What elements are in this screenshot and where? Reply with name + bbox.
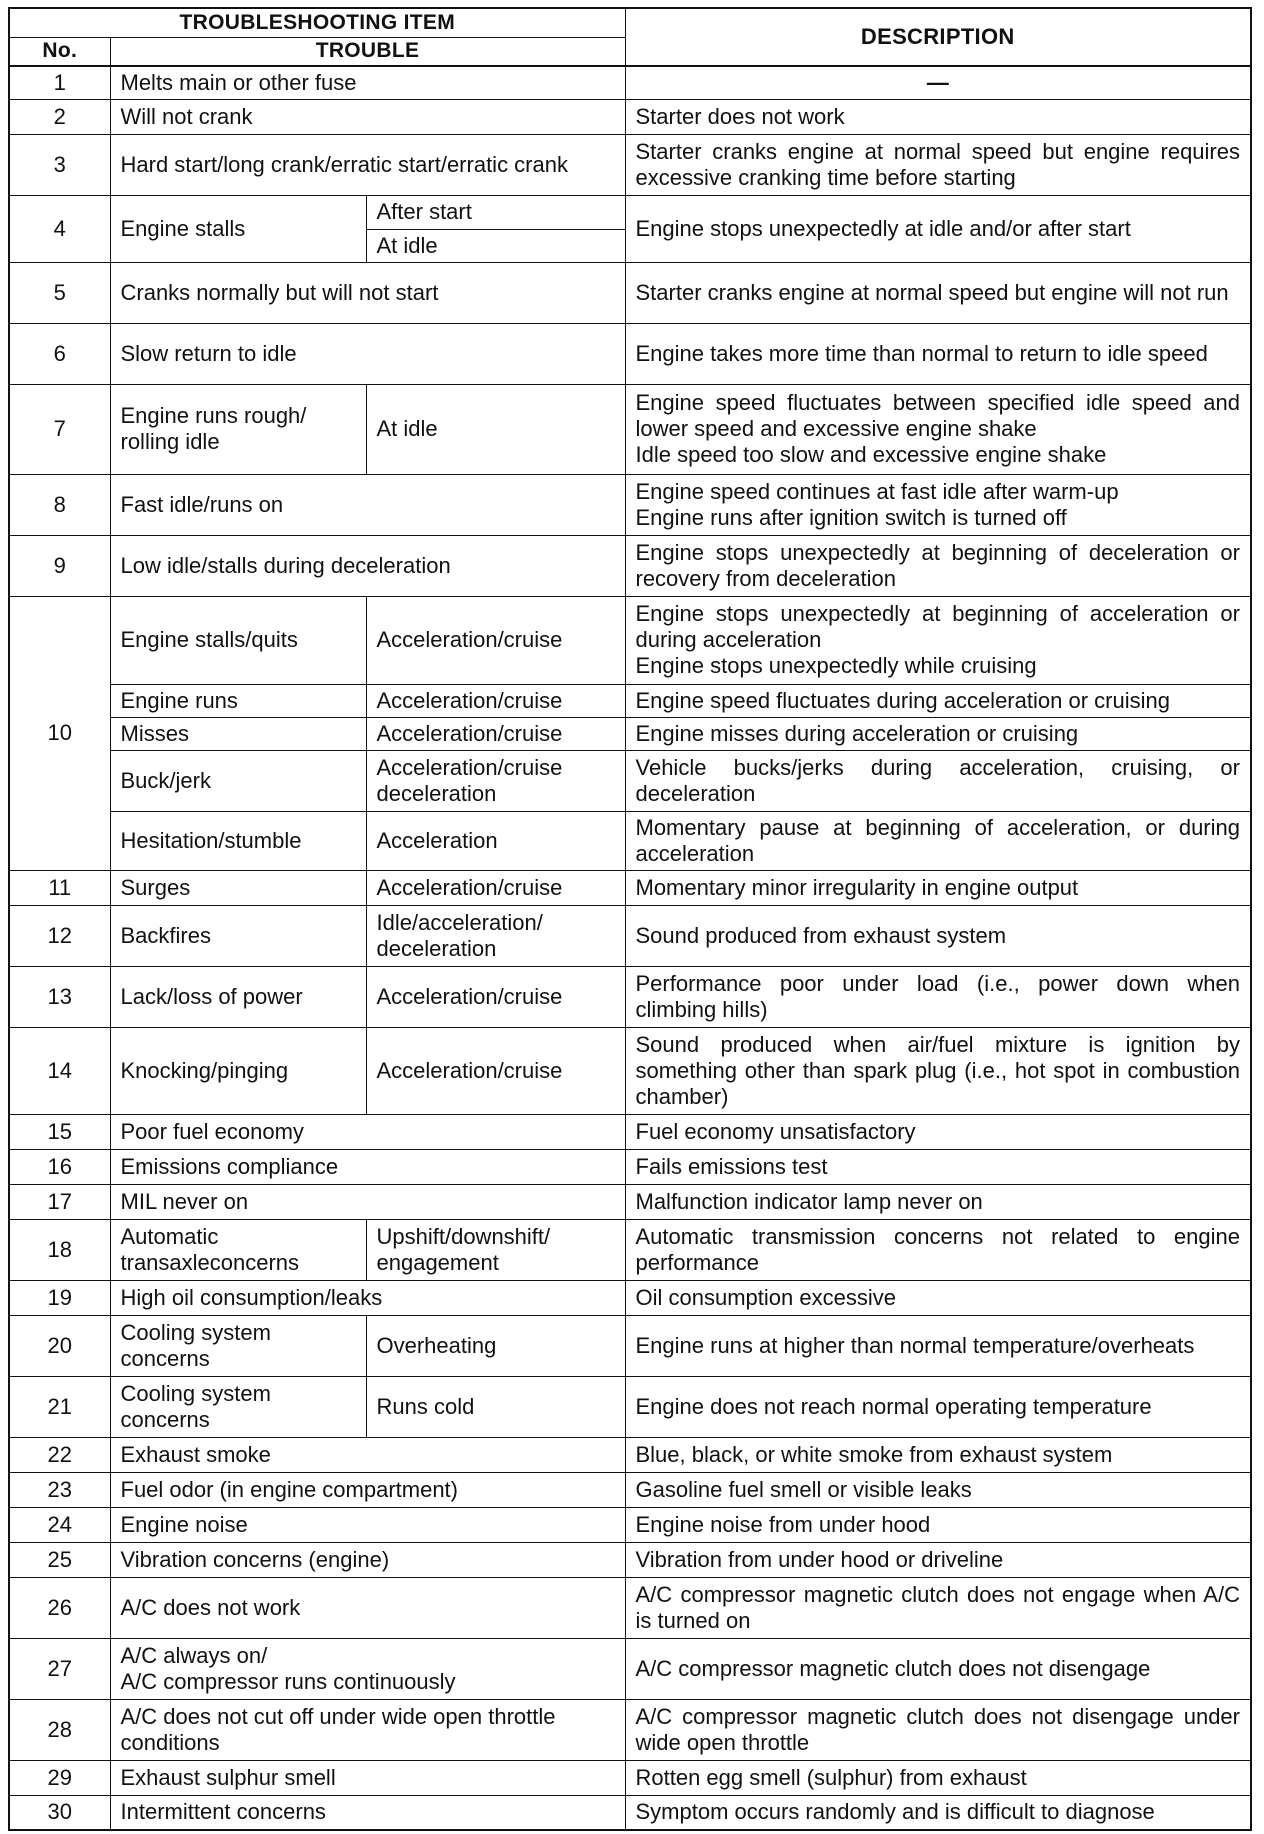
- condition-cell: Acceleration/cruise: [366, 596, 625, 684]
- trouble-cell: Cranks normally but will not start: [110, 262, 625, 323]
- row-number: 2: [9, 99, 110, 134]
- row-number: 9: [9, 535, 110, 596]
- row-number: 12: [9, 905, 110, 966]
- condition-cell: Acceleration/cruise: [366, 966, 625, 1027]
- condition-cell: Acceleration/cruise: [366, 717, 625, 750]
- table-row: [9, 66, 1251, 99]
- row-number: 8: [9, 474, 110, 535]
- row-number: 4: [9, 195, 110, 262]
- table-row: [9, 1114, 1251, 1149]
- description-cell: Malfunction indicator lamp never on: [625, 1184, 1251, 1219]
- table-row: [9, 905, 1251, 966]
- table-row: [9, 1507, 1251, 1542]
- trouble-cell: Knocking/pinging: [110, 1027, 366, 1114]
- description-cell: [625, 596, 1251, 684]
- row-number: 29: [9, 1760, 110, 1795]
- description-cell: Engine runs at higher than normal temperature/overheats: [625, 1315, 1251, 1376]
- table-row: [9, 966, 1251, 1027]
- row-number: 17: [9, 1184, 110, 1219]
- condition-cell: At idle: [366, 384, 625, 474]
- row-number: 26: [9, 1577, 110, 1638]
- row-number: 6: [9, 323, 110, 384]
- trouble-cell: Hesitation/stumble: [110, 811, 366, 870]
- trouble-cell: Exhaust smoke: [110, 1437, 625, 1472]
- table-row: [9, 1149, 1251, 1184]
- troubleshooting-item-header: TROUBLESHOOTING ITEM: [9, 8, 625, 37]
- description-header: DESCRIPTION: [625, 8, 1251, 66]
- trouble-cell: Intermittent concerns: [110, 1795, 625, 1830]
- row-number: 27: [9, 1638, 110, 1699]
- description-cell: Sound produced when air/fuel mixture is ignition by something other than spark plug (i.e., hot spot in combustion chamber): [625, 1027, 1251, 1114]
- table-row: [9, 195, 1251, 229]
- trouble-cell: Hard start/long crank/erratic start/erratic crank: [110, 134, 625, 195]
- description-cell: A/C compressor magnetic clutch does not disengage: [625, 1638, 1251, 1699]
- description-cell: Performance poor under load (i.e., power down when climbing hills): [625, 966, 1251, 1027]
- table-row: [9, 134, 1251, 195]
- trouble-line: A/C compressor runs continuously: [120, 1668, 456, 1694]
- condition-cell: Acceleration: [366, 811, 625, 870]
- description-cell: Engine stops unexpectedly at idle and/or after start: [625, 195, 1251, 262]
- description-cell: Rotten egg smell (sulphur) from exhaust: [625, 1760, 1251, 1795]
- trouble-cell: Engine noise: [110, 1507, 625, 1542]
- row-number: 18: [9, 1219, 110, 1280]
- description-cell: Engine speed fluctuates during acceleration or cruising: [625, 684, 1251, 717]
- trouble-cell: Engine runs rough/ rolling idle: [110, 384, 366, 474]
- condition-cell: Runs cold: [366, 1376, 625, 1437]
- table-row: [9, 1795, 1251, 1830]
- description-cell: [625, 66, 1251, 99]
- description-cell: Sound produced from exhaust system: [625, 905, 1251, 966]
- trouble-cell: High oil consumption/leaks: [110, 1280, 625, 1315]
- table-row: [9, 99, 1251, 134]
- trouble-cell: Fast idle/runs on: [110, 474, 625, 535]
- description-cell: [625, 384, 1251, 474]
- description-cell: Engine misses during acceleration or cruising: [625, 717, 1251, 750]
- table-row: [9, 1184, 1251, 1219]
- row-number: 11: [9, 870, 110, 905]
- description-line: Idle speed too slow and excessive engine shake: [635, 442, 1107, 467]
- row-number: 3: [9, 134, 110, 195]
- trouble-cell: Buck/jerk: [110, 750, 366, 811]
- description-cell: Momentary minor irregularity in engine output: [625, 870, 1251, 905]
- row-number: 21: [9, 1376, 110, 1437]
- condition-cell: Acceleration/cruise deceleration: [366, 750, 625, 811]
- description-line: Engine stops unexpectedly while cruising: [635, 653, 1037, 678]
- condition-cell: Acceleration/cruise: [366, 684, 625, 717]
- row-number: 16: [9, 1149, 110, 1184]
- description-cell: Starter cranks engine at normal speed but engine requires excessive cranking time before starting: [625, 134, 1251, 195]
- condition-cell: Upshift/downshift/ engagement: [366, 1219, 625, 1280]
- row-number: 30: [9, 1795, 110, 1830]
- condition-cell: After start: [366, 195, 625, 229]
- description-cell: Engine noise from under hood: [625, 1507, 1251, 1542]
- table-row: [9, 1027, 1251, 1114]
- trouble-cell: Melts main or other fuse: [110, 66, 625, 99]
- table-row: [9, 1472, 1251, 1507]
- description-cell: Symptom occurs randomly and is difficult to diagnose: [625, 1795, 1251, 1830]
- table-row: [9, 870, 1251, 905]
- table-row: [9, 1542, 1251, 1577]
- row-number: 22: [9, 1437, 110, 1472]
- trouble-cell: Automatic transaxleconcerns: [110, 1219, 366, 1280]
- description-cell: Vehicle bucks/jerks during acceleration, cruising, or deceleration: [625, 750, 1251, 811]
- table-row: [9, 684, 1251, 717]
- row-number: 28: [9, 1699, 110, 1760]
- row-number: 7: [9, 384, 110, 474]
- trouble-cell: Cooling system concerns: [110, 1315, 366, 1376]
- trouble-cell: Engine stalls/quits: [110, 596, 366, 684]
- table-row: [9, 1699, 1251, 1760]
- trouble-cell: Poor fuel economy: [110, 1114, 625, 1149]
- description-cell: Fails emissions test: [625, 1149, 1251, 1184]
- condition-cell: Acceleration/cruise: [366, 1027, 625, 1114]
- trouble-cell: Engine stalls: [110, 195, 366, 262]
- table-row: [9, 262, 1251, 323]
- empty-description: —: [926, 69, 949, 95]
- table-row: [9, 384, 1251, 474]
- trouble-cell: [110, 1638, 625, 1699]
- trouble-cell: Fuel odor (in engine compartment): [110, 1472, 625, 1507]
- trouble-cell: A/C does not cut off under wide open throttle conditions: [110, 1699, 625, 1760]
- condition-cell: Idle/acceleration/ deceleration: [366, 905, 625, 966]
- trouble-cell: A/C does not work: [110, 1577, 625, 1638]
- row-number: 25: [9, 1542, 110, 1577]
- trouble-cell: Misses: [110, 717, 366, 750]
- table-row: [9, 1577, 1251, 1638]
- troubleshooting-table: [8, 7, 1252, 1831]
- no-header: No.: [9, 37, 110, 66]
- trouble-cell: Surges: [110, 870, 366, 905]
- row-number: 13: [9, 966, 110, 1027]
- row-number: 5: [9, 262, 110, 323]
- condition-cell: Acceleration/cruise: [366, 870, 625, 905]
- table-row: [9, 1280, 1251, 1315]
- description-line: Engine runs after ignition switch is turned off: [635, 504, 1067, 530]
- trouble-line: A/C always on/: [120, 1642, 268, 1668]
- description-cell: Starter does not work: [625, 99, 1251, 134]
- trouble-cell: Cooling system concerns: [110, 1376, 366, 1437]
- trouble-cell: Backfires: [110, 905, 366, 966]
- trouble-cell: Vibration concerns (engine): [110, 1542, 625, 1577]
- row-number: 24: [9, 1507, 110, 1542]
- description-cell: Engine does not reach normal operating temperature: [625, 1376, 1251, 1437]
- description-cell: Fuel economy unsatisfactory: [625, 1114, 1251, 1149]
- row-number: 15: [9, 1114, 110, 1149]
- row-number: 23: [9, 1472, 110, 1507]
- description-line: Engine stops unexpectedly at beginning of acceleration or during acceleration: [635, 601, 1240, 652]
- table-row: [9, 535, 1251, 596]
- description-cell: Engine takes more time than normal to return to idle speed: [625, 323, 1251, 384]
- description-cell: Gasoline fuel smell or visible leaks: [625, 1472, 1251, 1507]
- trouble-cell: Lack/loss of power: [110, 966, 366, 1027]
- table-row: [9, 1219, 1251, 1280]
- row-number: 19: [9, 1280, 110, 1315]
- table-row: [9, 1437, 1251, 1472]
- trouble-cell: Engine runs: [110, 684, 366, 717]
- trouble-cell: Slow return to idle: [110, 323, 625, 384]
- row-number: 10: [9, 596, 110, 870]
- row-number: 1: [9, 66, 110, 99]
- table-row: [9, 811, 1251, 870]
- trouble-cell: MIL never on: [110, 1184, 625, 1219]
- description-cell: Blue, black, or white smoke from exhaust system: [625, 1437, 1251, 1472]
- row-number: 20: [9, 1315, 110, 1376]
- trouble-cell: Will not crank: [110, 99, 625, 134]
- table-row: [9, 323, 1251, 384]
- description-cell: [625, 474, 1251, 535]
- row-number: 14: [9, 1027, 110, 1114]
- description-cell: Oil consumption excessive: [625, 1280, 1251, 1315]
- header-row-top: [9, 8, 1251, 37]
- table-row: [9, 596, 1251, 684]
- table-row: [9, 1315, 1251, 1376]
- trouble-cell: Low idle/stalls during deceleration: [110, 535, 625, 596]
- description-cell: Engine stops unexpectedly at beginning of deceleration or recovery from deceleration: [625, 535, 1251, 596]
- table-row: [9, 1638, 1251, 1699]
- table-row: [9, 1376, 1251, 1437]
- trouble-header: TROUBLE: [110, 37, 625, 66]
- trouble-cell: Emissions compliance: [110, 1149, 625, 1184]
- table-row: [9, 750, 1251, 811]
- description-cell: A/C compressor magnetic clutch does not engage when A/C is turned on: [625, 1577, 1251, 1638]
- condition-cell: At idle: [366, 229, 625, 262]
- table-row: [9, 1760, 1251, 1795]
- table-row: [9, 474, 1251, 535]
- description-cell: A/C compressor magnetic clutch does not disengage under wide open throttle: [625, 1699, 1251, 1760]
- troubleshooting-sheet: [8, 7, 1250, 1831]
- description-cell: Momentary pause at beginning of acceleration, or during acceleration: [625, 811, 1251, 870]
- description-cell: Vibration from under hood or driveline: [625, 1542, 1251, 1577]
- description-cell: Automatic transmission concerns not related to engine performance: [625, 1219, 1251, 1280]
- description-line: Engine speed continues at fast idle after warm-up: [635, 478, 1119, 504]
- description-cell: Starter cranks engine at normal speed but engine will not run: [625, 262, 1251, 323]
- table-row: [9, 717, 1251, 750]
- trouble-cell: Exhaust sulphur smell: [110, 1760, 625, 1795]
- condition-cell: Overheating: [366, 1315, 625, 1376]
- description-line: Engine speed fluctuates between specified idle speed and lower speed and excessive engine shake: [635, 390, 1240, 441]
